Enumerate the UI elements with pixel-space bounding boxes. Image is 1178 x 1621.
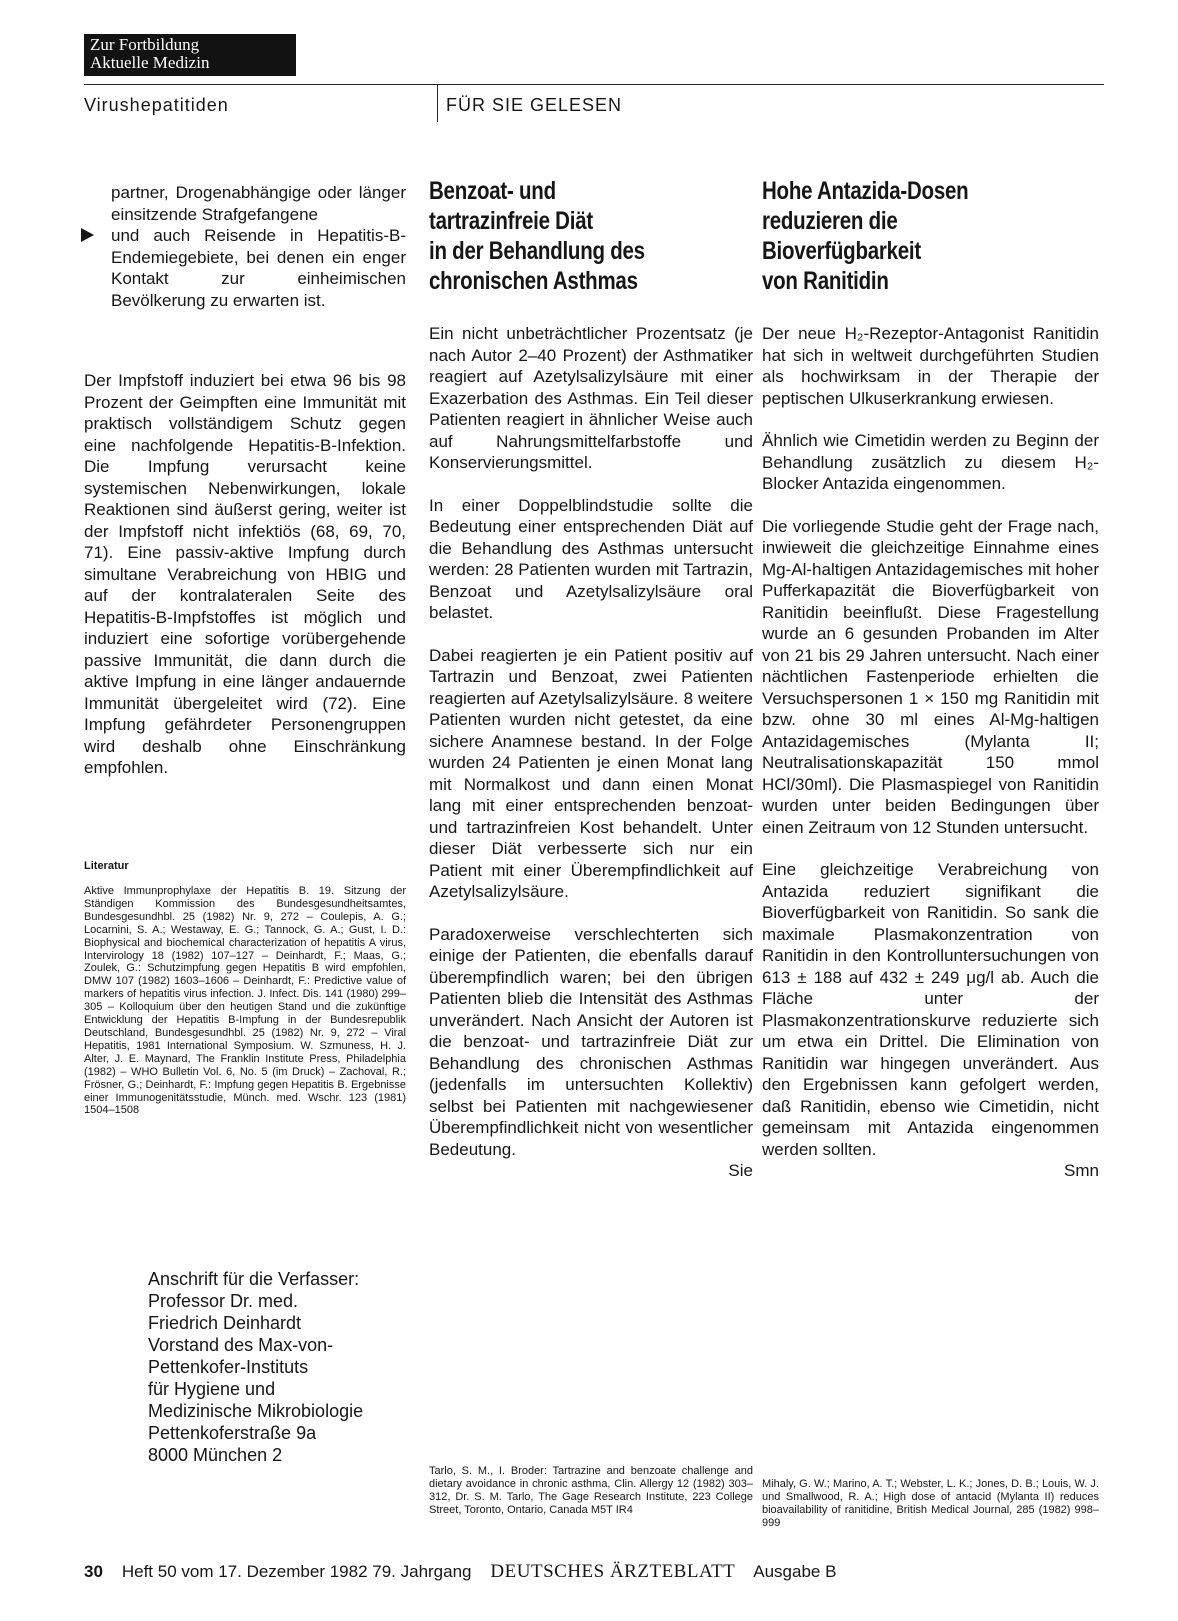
col2-reference: Tarlo, S. M., I. Broder: Tartrazine and benzoate challenge and dietary avoidance in chronic asthma, Clin. Allergy 12 (1982) 303–312, Dr. S. M. Tarlo, The Gage Research Institute, 223 College Street, Toronto, Ontario, Canada M5T IR4 [429,1465,753,1516]
col1-list-item [111,225,406,311]
triangle-bullet-icon [81,228,94,242]
heading-line: tartrazinfreie Diät [429,207,593,235]
author-address [148,1268,363,1466]
department-label [84,34,296,76]
heading-line: reduzieren die [762,207,898,235]
col1-paragraph: Der Impfstoff induziert bei etwa 96 bis 98 Prozent der Geimpften eine Immunität mit praktisch vollständigem Schutz gegen eine nachfolgende Hepatitis-B-Infektion. Die Impfung verursacht keine systemischen Nebenwirkungen, lokale Reaktionen sind äußerst gering, weiter ist der Impfstoff nicht infektiös (68, 69, 70, 71). Eine passiv-aktive Impfung durch simultane Verabreichung von HBIG und auf der kontralateralen Seite des Hepatitis-B-Impfstoffes ist möglich und induziert eine sofortige vorübergehende passive Immunität, die dann durch die aktive Impfung in eine länger andauernde Immunität übergeleitet wird (72). Eine Impfung gefährdeter Personengruppen wird deshalb ohne Einschränkung empfohlen. [84,371,406,777]
col2-paragraph-4-text: Paradoxerweise verschlechterten sich einige der Patienten, die ebenfalls darauf überempfindlich waren; bei den übrigen Patienten blieb die Intensität des Asthmas unverändert. Nach Ansicht der Autoren ist die benzoat- und tartrazinfreie Diät zur Behandlung des chronischen Asthmas (jedenfalls im untersuchten Kollektiv) selbst bei Patienten mit nachgewiesener Überempfindlichkeit nicht von wesentlicher Bedeutung. [429,924,753,1159]
address-line: 8000 München 2 [148,1445,283,1465]
col2-signature: Sie [728,1161,753,1180]
section-title-left: Virushepatitiden [84,95,229,115]
literature-list: Aktive Immunprophylaxe der Hepatitis B. 19. Sitzung der Ständigen Kommission des Bundesgesundheitsamtes, Bundesgesundhbl. 25 (1982) Nr. 9, 272 – Coulepis, A. G.; Locarnini, S. A.; Westaway, E. G.; Tannock, G. A.; Gust, I. D.: Biophysical and biochemical characterization of hepatitis A virus, Intervirology 18 (1982) 107–127 – Deinhardt, F.; Maas, G.; Zoulek, G.: Schutzimpfung gegen Hepatitis B wird empfohlen, DMW 107 (1982) 1603–1606 – Deinhardt, F.: Predictive value of markers of hepatitis virus infection. J. Infect. Dis. 141 (1980) 299–305 – Kolloquium über den heutigen Stand und die zukünftige Entwicklung der Hepatitis B-Impfung in der Bundesrepublik Deutschland, Bundesgesundhbl. 25 (1982) Nr. 9, 272 – Viral Hepatitis, 1981 International Symposium. W. Szmuness, H. J. Alter, J. E. Maynard, The Franklin Institute Press, Philadelphia (1982) – WHO Bulletin Vol. 6, No. 5 (im Druck) – Zachoval, R.; Frösner, G.; Deinhardt, F.: Impfung gegen Hepatitis B. Ergebnisse einer Immunogenitätsstudie, Münch. med. Wschr. 123 (1981) 1504–1508 [84,885,406,1117]
col3-paragraph-4: Eine gleichzeitige Verabreichung von Antazida reduziert signifikant die Bioverfügbarkeit von Ranitidin. So sank die maximale Plasmakonzentration von Ranitidin in den Kontrolluntersuchungen von 613 ± 188 auf 432 ± 249 μg/l ab. Auch die Fläche unter der Plasmakonzentrationskurve reduzierte sich um etwa ein Drittel. Die Elimination von Ranitidin war hingegen unverändert. Aus den Ergebnissen kann gefolgert werden, daß Ranitidin, ebenso wie Cimetidin, nicht gemeinsam mit Antazida eingenommen werden sollten. [762,860,1099,1159]
header-rule [84,84,1104,85]
address-line: Friedrich Deinhardt [148,1313,302,1333]
address-line: Anschrift für die Verfasser: [148,1269,360,1289]
heading-line: chronischen Asthmas [429,267,638,295]
address-line: Pettenkoferstraße 9a [148,1423,317,1443]
col2-paragraph-1: Ein nicht unbeträchtlicher Prozentsatz (je nach Autor 2–40 Prozent) der Asthmatiker reagiert auf Azetylsalizylsäure mit einer Exazerbation des Asthmas. Ein Teil dieser Patienten reagiert in ähnlicher Weise auch auf Nahrungsmittelfarbstoffe und Konservierungsmittel. [429,324,753,472]
page-number: 30 [84,1562,103,1581]
issue-info: Heft 50 vom 17. Dezember 1982 79. Jahrgang [121,1562,472,1581]
address-line: Professor Dr. med. [148,1291,299,1311]
col3-reference: Mihaly, G. W.; Marino, A. T.; Webster, L. K.; Jones, D. B.; Louis, W. J. und Smallwood, R. A.; High dose of antacid (Mylanta II) reduces bioavailability of ranitidine, British Medical Journal, 285 (1982) 998–999 [762,1478,1099,1529]
heading-line: in der Behandlung des [429,237,645,265]
heading-line: Hohe Antazida-Dosen [762,177,969,205]
label-line-1: Zur Fortbildung [90,35,200,54]
page-footer [84,1561,836,1583]
address-line: Medizinische Mikrobiologie [148,1401,364,1421]
heading-line: von Ranitidin [762,267,889,295]
col2-paragraph-4 [429,924,753,1161]
col2-paragraph-2: In einer Doppelblindstudie sollte die Bedeutung einer entsprechenden Diät auf die Behandlung des Asthmas untersucht werden: 28 Patienten wurden mit Tartrazin, Benzoat und Azetylsalizylsäure oral belastet. [429,495,753,622]
col1-list-continuation: partner, Drogenabhängige oder länger einsitzende Strafgefangene [111,183,406,224]
edition: Ausgabe B [753,1562,837,1581]
address-line: Vorstand des Max-von- [148,1335,334,1355]
article-heading-ranitidin [762,176,968,296]
col3-paragraph-2: Ähnlich wie Cimetidin werden zu Beginn der Behandlung zusätzlich zu diesem H₂-Blocker Antazida eingenommen. [762,431,1099,493]
address-line: für Hygiene und [148,1379,276,1399]
col2-body [429,323,753,1517]
header-column-rule [437,84,438,122]
literature-heading: Literatur [84,860,129,872]
col3-body [762,323,1099,1530]
heading-line: Bioverfügbarkeit [762,237,921,265]
journal-name: DEUTSCHES ÄRZTEBLATT [490,1561,736,1582]
col3-paragraph-1: Der neue H₂-Rezeptor-Antagonist Ranitidin hat sich in weltweit durchgeführten Studien als hochwirksam in der Therapie der peptischen Ulkuserkrankung erwiesen. [762,324,1099,408]
heading-line: Benzoat- und [429,177,556,205]
col3-paragraph-3: Die vorliegende Studie geht der Frage nach, inwieweit die gleichzeitige Einnahme eines Mg-Al-haltigen Antazidagemisches mit hoher Pufferkapazität die Bioverfügbarkeit von Ranitidin beeinflußt. Diese Fragestellung wurde an 6 gesunden Probanden im Alter von 21 bis 29 Jahren untersucht. Nach einer nächtlichen Fastenperiode erhielten die Versuchspersonen 1 × 150 mg Ranitidin mit bzw. ohne 30 ml eines Al-Mg-haltigen Antazidagemisches (Mylanta II; Neutralisationskapazität 150 mmol HCl/30ml). Die Plasmaspiegel von Ranitidin wurden unter beiden Bedingungen über einen Zeitraum von 12 Stunden untersucht. [762,516,1099,837]
col2-paragraph-3: Dabei reagierten je ein Patient positiv auf Tartrazin und Benzoat, zwei Patienten reagierten auf Azetylsalizylsäure. 8 weitere Patienten wurden nicht getestet, da eine sichere Anamnese bestand. In der Folge wurden 24 Patienten je einen Monat lang mit Normalkost und dann einen Monat lang mit einer entsprechenden benzoat- und tartrazinfreien Kost behandelt. Unter dieser Diät verbesserte sich nur ein Patient mit einer Überempfindlichkeit auf Azetylsalizylsäure. [429,645,753,901]
label-line-2: Aktuelle Medizin [90,53,210,72]
col1-body [84,370,406,800]
address-line: Pettenkofer-Instituts [148,1357,309,1377]
col1-list [111,182,406,311]
col1-list-item-text: und auch Reisende in Hepatitis-B-Endemiegebiete, bei denen ein enger Kontakt zur einheimischen Bevölkerung zu erwarten ist. [111,226,406,310]
article-heading-asthma [429,176,645,296]
section-title-right: FÜR SIE GELESEN [446,95,623,115]
col3-signature: Smn [1064,1161,1099,1180]
